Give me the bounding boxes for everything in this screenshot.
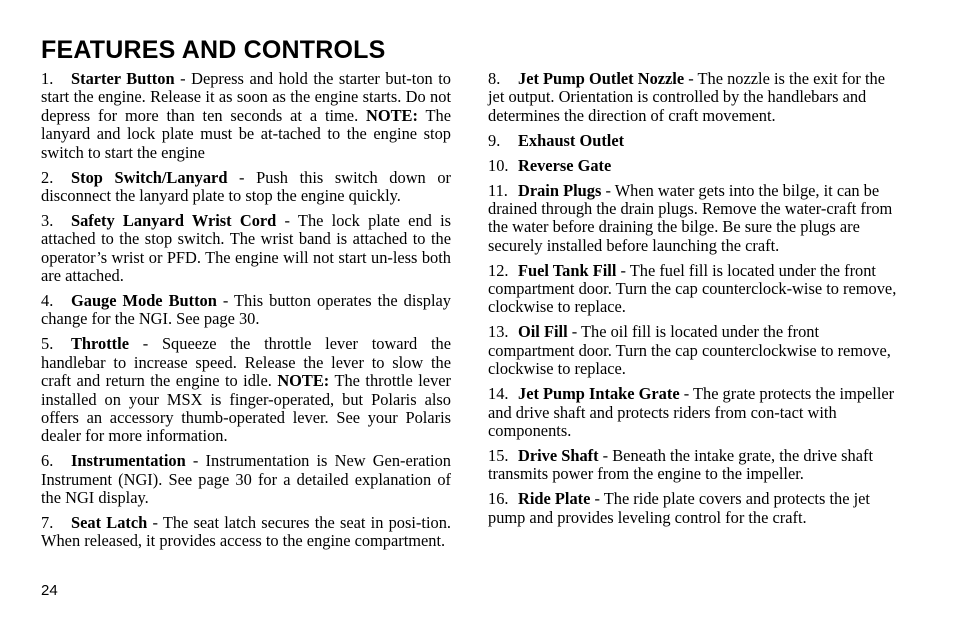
item-term: Jet Pump Intake Grate (518, 384, 680, 404)
item-number: 14. (488, 384, 509, 404)
item-number: 4. (41, 290, 54, 310)
list-item (488, 385, 898, 440)
item-number: 6. (41, 451, 54, 471)
item-text: - The nozzle is the exit for the jet output. Orientation is controlled by the handlebars and determines the direction of craft movement. (488, 69, 886, 125)
list-item (41, 292, 451, 329)
item-term: Gauge Mode Button (71, 290, 217, 310)
item-term: Stop Switch/Lanyard (71, 167, 228, 187)
item-term: Instrumentation (71, 451, 186, 471)
item-term: Fuel Tank Fill (518, 260, 617, 280)
item-text: - The seat latch secures the seat in posi-tion. When released, it provides access to the engine compartment. (41, 512, 451, 551)
list-item (488, 490, 898, 527)
item-term: Starter Button (71, 69, 175, 88)
item-term: Drive Shaft (518, 445, 599, 465)
item-text: - The fuel fill is located under the front compartment door. Turn the cap counterclock-wise to remove, clockwise to replace. (488, 260, 897, 317)
item-text: - Push this switch down or disconnect the lanyard plate to stop the engine quickly. (41, 167, 451, 205)
item-number: 8. (488, 69, 501, 88)
list-item (41, 514, 451, 551)
list-item (41, 452, 451, 507)
item-number: 12. (488, 260, 509, 280)
item-term: Ride Plate (518, 489, 591, 509)
item-term: Exhaust Outlet (518, 130, 625, 150)
item-number: 15. (488, 445, 509, 465)
item-number: 3. (41, 210, 54, 230)
item-number: 1. (41, 69, 54, 88)
item-text: - Squeeze the throttle lever toward the handlebar to increase speed. Release the lever to slow the craft and return the engine to idle. (41, 334, 451, 391)
left-column (41, 70, 451, 557)
item-text: - Depress and hold the starter but-ton to start the engine. Release it as soon as the engine starts. Do not depress for more than ten seconds at a time. (41, 69, 451, 125)
item-term: Jet Pump Outlet Nozzle (518, 69, 685, 88)
item-number: 5. (41, 334, 54, 354)
item-text: - The lock plate end is attached to the stop switch. The wrist band is attached to the operator’s wrist or PFD. The engine will not start un-less both are attached. (41, 210, 452, 286)
page-title: FEATURES AND CONTROLS (41, 36, 386, 64)
list-item (488, 132, 898, 150)
item-text: - This button operates the display change for the NGI. See page 30. (41, 290, 451, 329)
item-text: - The oil fill is located under the front compartment door. Turn the cap counterclockwise to remove, clockwise to replace. (488, 322, 891, 379)
note-label: NOTE: (277, 371, 330, 391)
item-term: Reverse Gate (518, 155, 612, 175)
note-label: NOTE: (366, 105, 418, 125)
item-number: 9. (488, 130, 501, 150)
item-text: - The ride plate covers and protects the jet pump and provides leveling control for the craft. (488, 489, 870, 527)
right-column (488, 70, 898, 533)
item-text-continued: The lanyard and lock plate must be at-tached to the engine stop switch to start the engine (41, 105, 451, 162)
item-number: 7. (41, 512, 54, 532)
item-text: - When water gets into the bilge, it can be drained through the drain plugs. Remove the water-craft from the water before draining the bilge. Be sure the plugs are securely installed before launching the craft. (488, 180, 893, 255)
item-text-continued: The throttle lever installed on your MSX is finger-operated, but Polaris also offers an accessory thumb-operated lever. See your Polaris dealer for more information. (41, 371, 451, 446)
item-term: Throttle (71, 334, 129, 354)
list-item (41, 212, 451, 286)
item-term: Safety Lanyard Wrist Cord (71, 210, 277, 230)
list-item (488, 182, 898, 256)
item-text: - Instrumentation is New Gen-eration Instrument (NGI). See page 30 for a detailed explanation of the NGI display. (41, 451, 451, 508)
list-item (488, 447, 898, 484)
list-item (41, 335, 451, 445)
list-item (488, 70, 898, 125)
item-number: 16. (488, 489, 509, 509)
list-item (41, 70, 451, 162)
item-number: 2. (41, 167, 54, 187)
item-number: 13. (488, 322, 509, 342)
item-term: Seat Latch (71, 512, 148, 532)
item-text: - The grate protects the impeller and drive shaft and protects riders from con-tact with components. (488, 384, 895, 440)
item-term: Oil Fill (518, 322, 568, 342)
list-item (41, 169, 451, 206)
list-item (488, 323, 898, 378)
item-text: - Beneath the intake grate, the drive shaft transmits power from the engine to the impeller. (488, 445, 874, 484)
page-number: 24 (41, 582, 58, 599)
item-term: Drain Plugs (518, 180, 602, 200)
item-number: 10. (488, 155, 509, 175)
item-number: 11. (488, 180, 508, 200)
list-item (488, 262, 898, 317)
list-item (488, 157, 898, 175)
